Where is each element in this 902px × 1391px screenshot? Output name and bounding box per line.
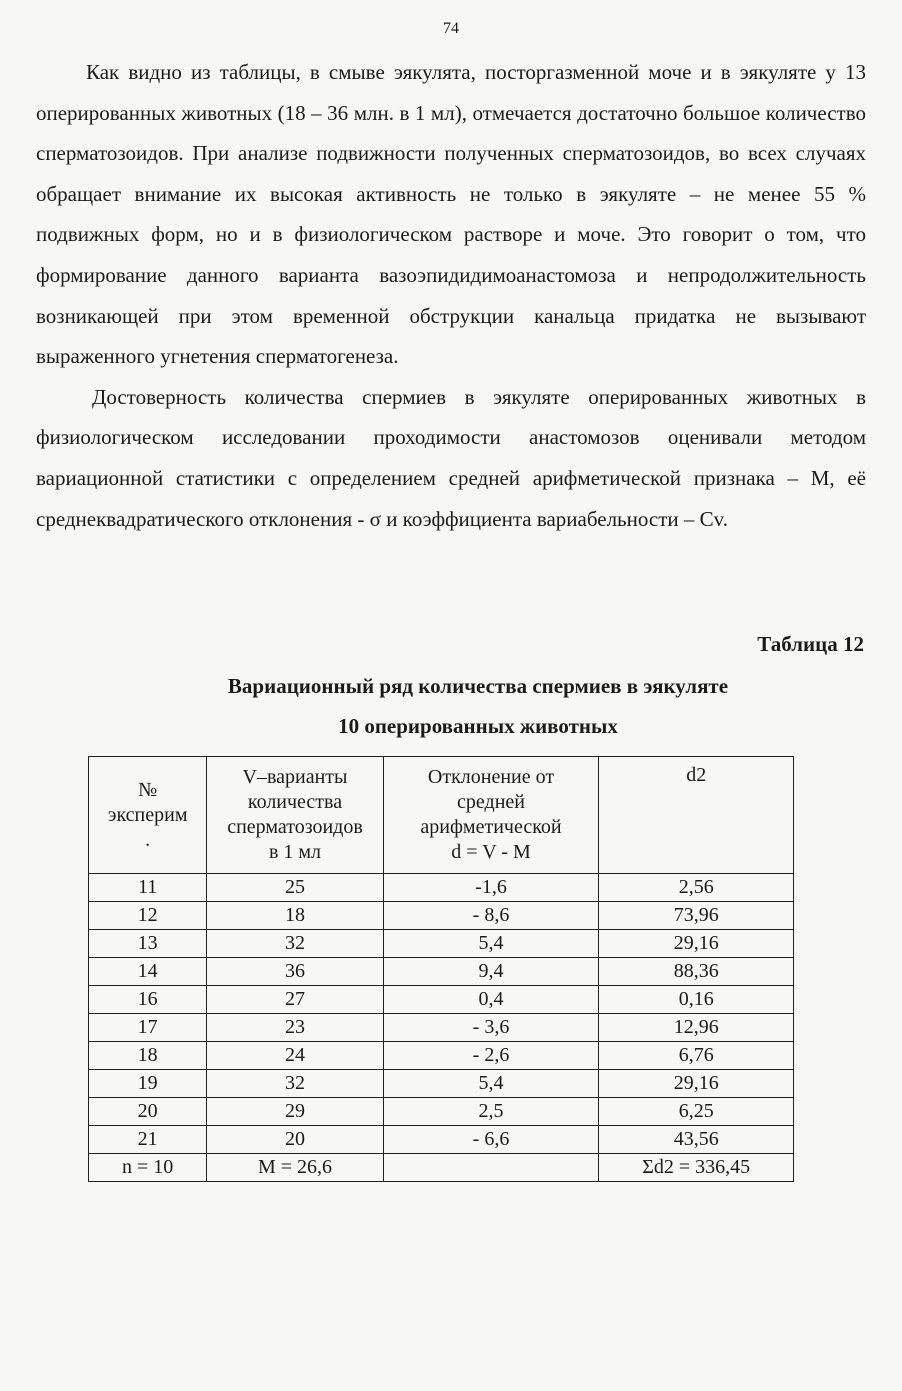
table-row xyxy=(89,930,794,958)
cell-v-value: 18 xyxy=(207,902,383,930)
cell-experiment-number: 21 xyxy=(89,1126,207,1154)
table-title-line-2: 10 оперированных животных xyxy=(338,714,618,738)
cell-experiment-number: 16 xyxy=(89,986,207,1014)
body-text xyxy=(36,52,866,539)
table-row xyxy=(89,986,794,1014)
cell-d2: 12,96 xyxy=(599,1014,794,1042)
cell-v-value: 32 xyxy=(207,1070,383,1098)
table-row xyxy=(89,1070,794,1098)
cell-experiment-number: 11 xyxy=(89,874,207,902)
cell-deviation: 9,4 xyxy=(383,958,599,986)
cell-experiment-number: 19 xyxy=(89,1070,207,1098)
header-deviation: Отклонение от средней арифметической d = V - M xyxy=(383,757,599,874)
table-row xyxy=(89,1098,794,1126)
cell-deviation: 5,4 xyxy=(383,1070,599,1098)
cell-deviation: 5,4 xyxy=(383,930,599,958)
table-footer-row xyxy=(89,1154,794,1182)
table-row xyxy=(89,1126,794,1154)
cell-experiment-number: 13 xyxy=(89,930,207,958)
cell-deviation: - 3,6 xyxy=(383,1014,599,1042)
footer-mean: М = 26,6 xyxy=(207,1154,383,1182)
cell-experiment-number: 18 xyxy=(89,1042,207,1070)
header-experiment-number: № эксперим . xyxy=(89,757,207,874)
cell-d2: 29,16 xyxy=(599,1070,794,1098)
table-title-line-1: Вариационный ряд количества спермиев в эякуляте xyxy=(227,674,729,698)
cell-v-value: 32 xyxy=(207,930,383,958)
header-v-variants: V–варианты количества сперматозоидов в 1 мл xyxy=(207,757,383,874)
cell-v-value: 27 xyxy=(207,986,383,1014)
cell-deviation: 2,5 xyxy=(383,1098,599,1126)
cell-experiment-number: 20 xyxy=(89,1098,207,1126)
footer-empty xyxy=(383,1154,599,1182)
table-row xyxy=(89,1014,794,1042)
cell-d2: 88,36 xyxy=(599,958,794,986)
variation-table xyxy=(88,756,794,1182)
cell-deviation: 0,4 xyxy=(383,986,599,1014)
cell-experiment-number: 17 xyxy=(89,1014,207,1042)
cell-experiment-number: 12 xyxy=(89,902,207,930)
table-row xyxy=(89,874,794,902)
cell-v-value: 29 xyxy=(207,1098,383,1126)
cell-deviation: - 8,6 xyxy=(383,902,599,930)
cell-d2: 43,56 xyxy=(599,1126,794,1154)
footer-n: n = 10 xyxy=(89,1154,207,1182)
cell-v-value: 20 xyxy=(207,1126,383,1154)
cell-d2: 0,16 xyxy=(599,986,794,1014)
cell-d2: 6,76 xyxy=(599,1042,794,1070)
cell-v-value: 23 xyxy=(207,1014,383,1042)
cell-deviation: -1,6 xyxy=(383,874,599,902)
paragraph-1: Как видно из таблицы, в смыве эякулята, посторгазменной моче и в эякуляте у 13 оперированных животных (18 – 36 млн. в 1 мл), отмечается достаточно большое количество сперматозоидов. При анализе подвижности полученных сперматозоидов, во всех случаях обращает внимание их высокая активность не только в эякуляте – не менее 55 % подвижных форм, но и в физиологическом растворе и моче. Это говорит о том, что формирование данного варианта вазоэпидидимоанастомоза и непродолжительность возникающей при этом временной обструкции канальца придатка не вызывают выраженного угнетения сперматогенеза. xyxy=(36,60,866,369)
cell-deviation: - 6,6 xyxy=(383,1126,599,1154)
cell-v-value: 24 xyxy=(207,1042,383,1070)
cell-v-value: 25 xyxy=(207,874,383,902)
table-row xyxy=(89,902,794,930)
cell-d2: 2,56 xyxy=(599,874,794,902)
footer-sum-d2: Σd2 = 336,45 xyxy=(599,1154,794,1182)
table-header-row xyxy=(89,757,794,874)
cell-v-value: 36 xyxy=(207,958,383,986)
cell-experiment-number: 14 xyxy=(89,958,207,986)
cell-d2: 29,16 xyxy=(599,930,794,958)
page-number: 74 xyxy=(443,20,459,37)
table-row xyxy=(89,1042,794,1070)
paragraph-2: Достоверность количества спермиев в эякуляте оперированных животных в физиологическом исследовании проходимости анастомозов оценивали методом вариационной статистики с определением средней арифметической признака – М, её среднеквадратического отклонения - σ и коэффициента вариабельности – Cv. xyxy=(36,384,866,531)
table-row xyxy=(89,958,794,986)
header-d2: d2 xyxy=(599,757,794,874)
table-number: Таблица 12 xyxy=(757,632,864,656)
cell-d2: 6,25 xyxy=(599,1098,794,1126)
cell-d2: 73,96 xyxy=(599,902,794,930)
cell-deviation: - 2,6 xyxy=(383,1042,599,1070)
